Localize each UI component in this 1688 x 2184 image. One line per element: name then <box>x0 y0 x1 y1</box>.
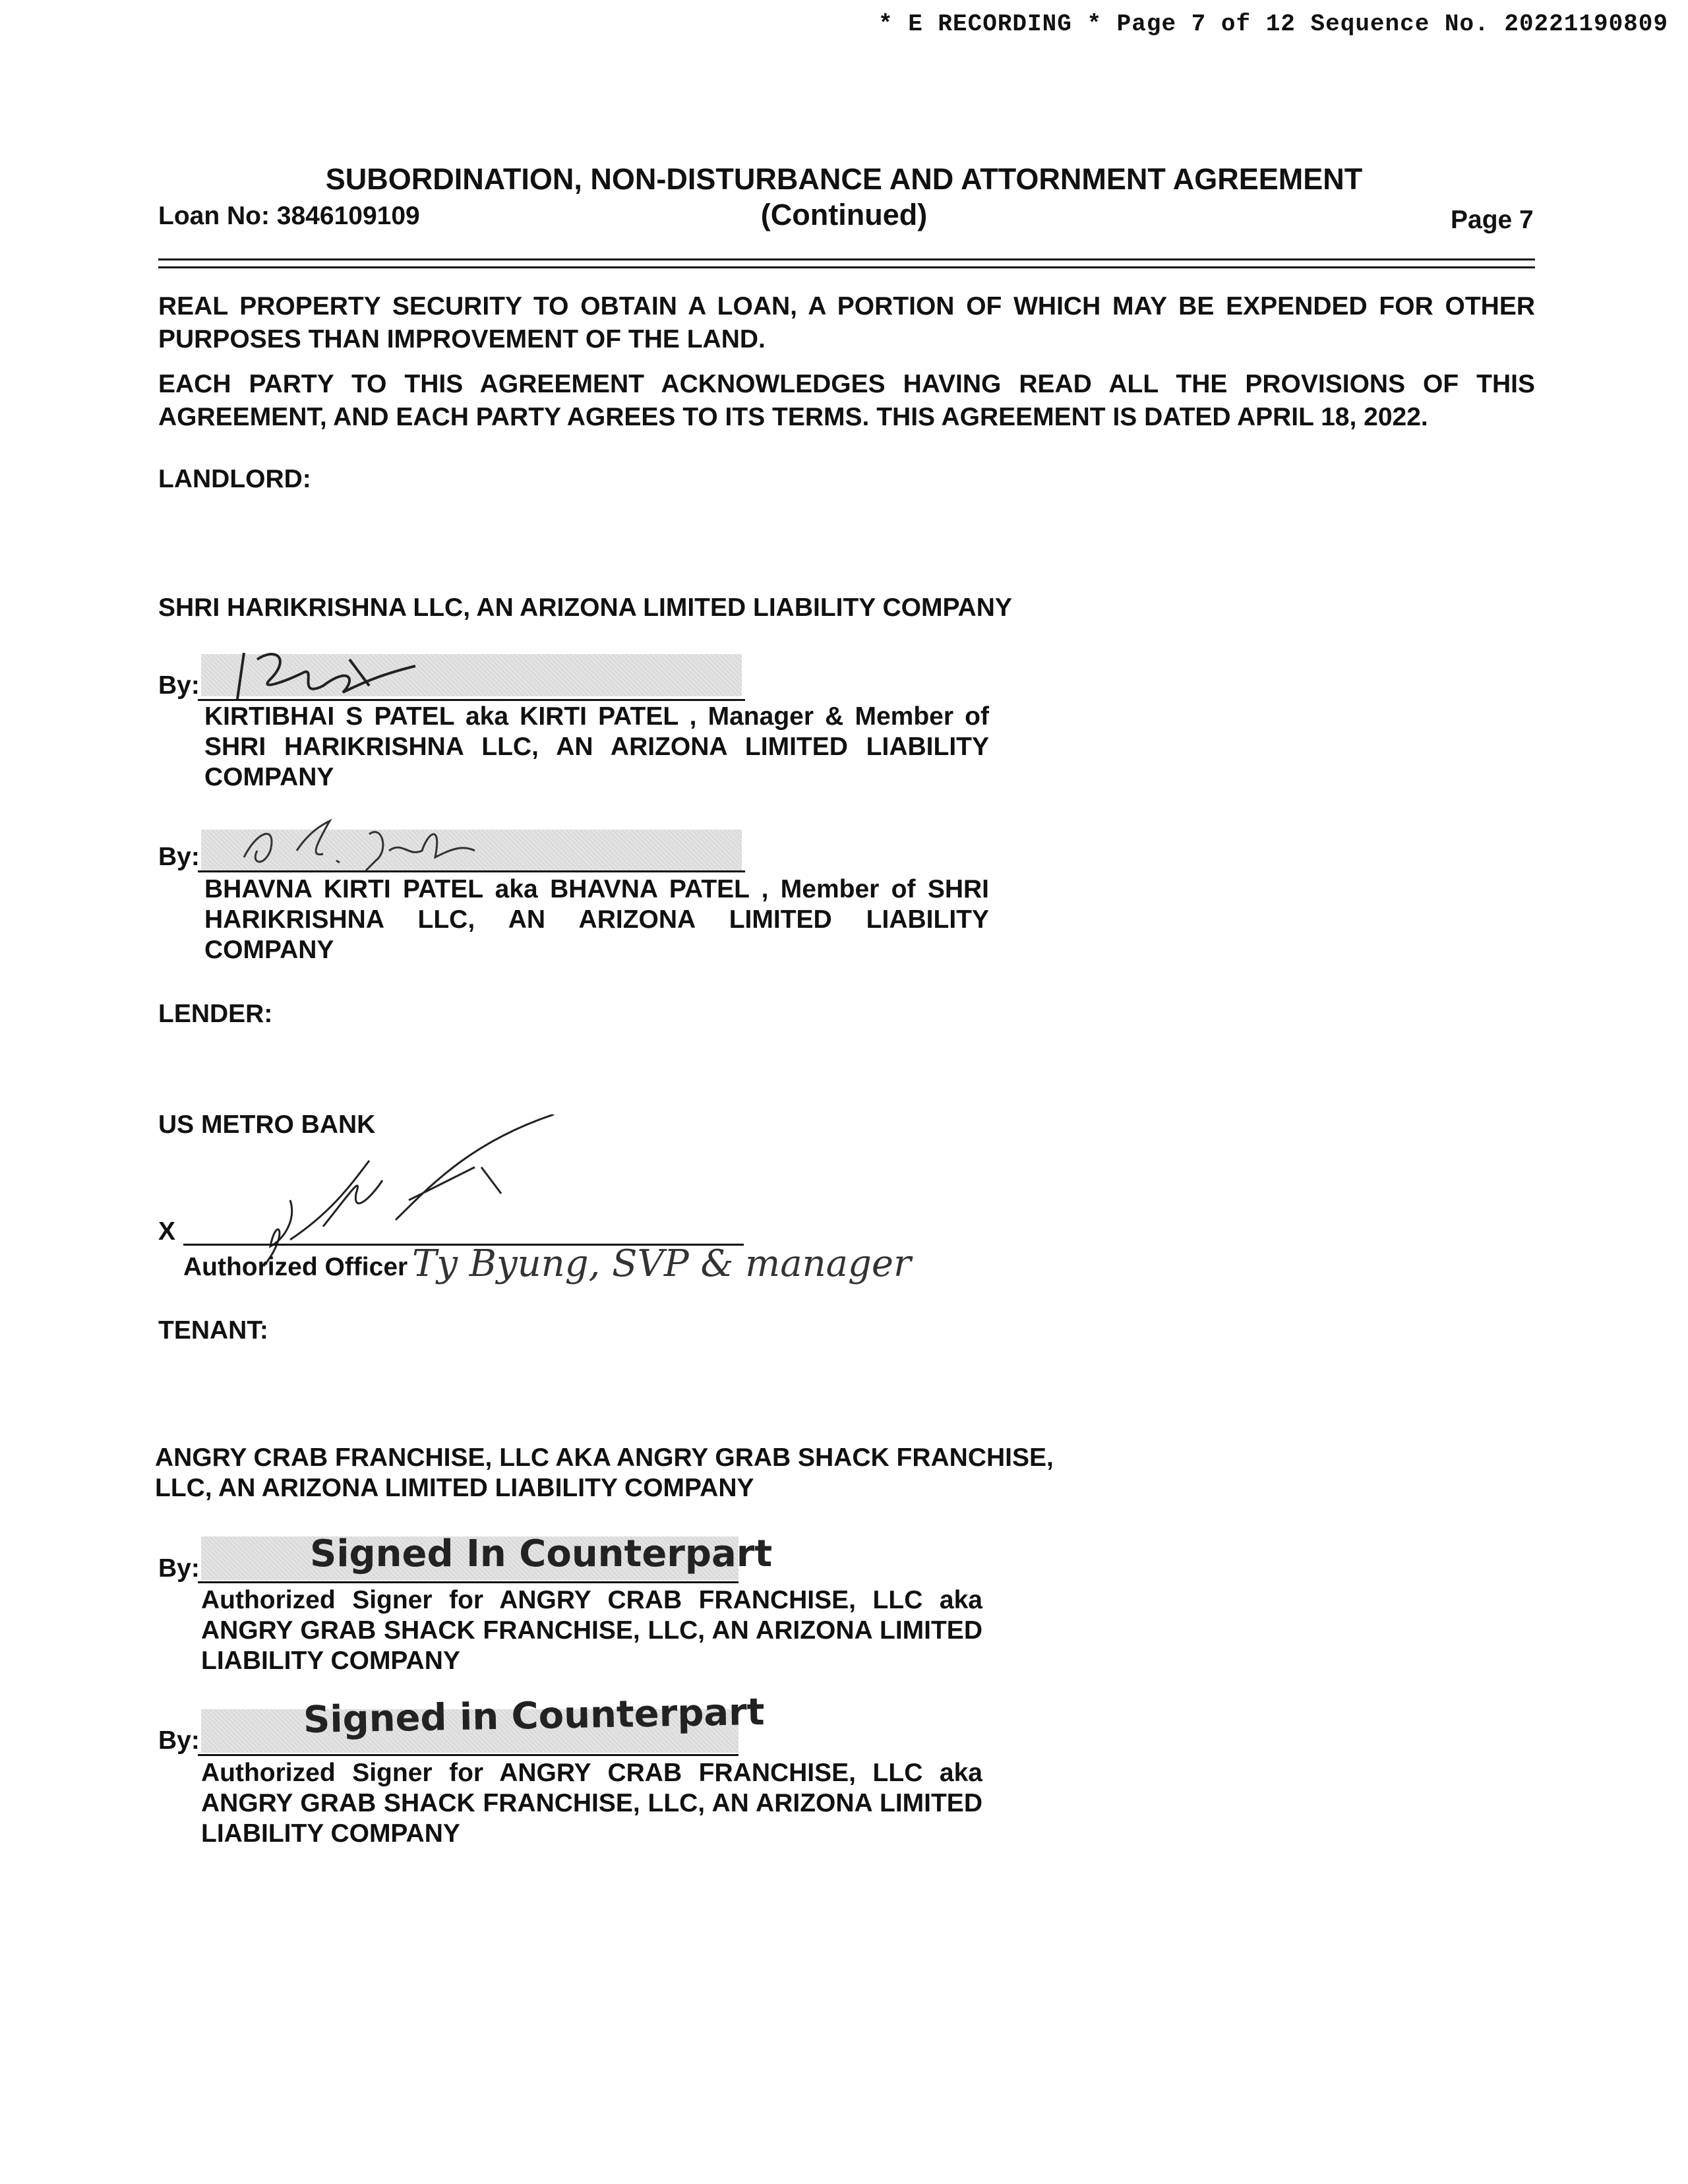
tenant-signer-2: Authorized Signer for ANGRY CRAB FRANCHISE, LLC aka ANGRY GRAB SHACK FRANCHISE, LLC, AN ARIZONA LIMITED LIABILITY COMPANY <box>201 1759 982 1848</box>
landlord-signer-1: KIRTIBHAI S PATEL aka KIRTI PATEL , Manager & Member of SHRI HARIKRISHNA LLC, AN ARIZONA LIMITED LIABILITY COMPANY <box>204 702 989 791</box>
counterpart-stamp-2: Signed in Counterpart <box>303 1690 766 1742</box>
landlord-company: SHRI HARIKRISHNA LLC, AN ARIZONA LIMITED LIABILITY COMPANY <box>158 593 1012 622</box>
lender-x-label: X <box>158 1217 176 1246</box>
signature-line <box>198 699 745 701</box>
tenant-company: ANGRY CRAB FRANCHISE, LLC AKA ANGRY GRAB SHACK FRANCHISE, LLC, AN ARIZONA LIMITED LIABILITY COMPANY <box>155 1443 1054 1502</box>
officer-handwritten-name: Ty Byung, SVP & manager <box>412 1242 911 1285</box>
header-rule-top <box>158 258 1535 260</box>
header-rule-bottom <box>158 266 1535 268</box>
loan-number: Loan No: 3846109109 <box>158 202 420 230</box>
landlord-by-label-2: By: <box>158 843 200 871</box>
tenant-heading: TENANT: <box>158 1316 268 1345</box>
counterpart-stamp-1: Signed In Counterpart <box>310 1532 773 1575</box>
recording-stamp: * E RECORDING * Page 7 of 12 Sequence No. 20221190809 <box>878 11 1668 38</box>
lender-heading: LENDER: <box>158 1000 273 1028</box>
signature-line <box>198 1581 738 1583</box>
tenant-by-label-2: By: <box>158 1726 200 1755</box>
tenant-signer-1: Authorized Signer for ANGRY CRAB FRANCHISE, LLC aka ANGRY GRAB SHACK FRANCHISE, LLC, AN ARIZONA LIMITED LIABILITY COMPANY <box>201 1586 982 1675</box>
signature-line <box>198 870 745 872</box>
paragraph-1: REAL PROPERTY SECURITY TO OBTAIN A LOAN, A PORTION OF WHICH MAY BE EXPENDED FOR OTHER PURPOSES THAN IMPROVEMENT OF THE LAND. <box>158 292 1535 353</box>
authorized-officer-label: Authorized Officer <box>183 1253 408 1281</box>
continued-label: (Continued) <box>760 198 928 231</box>
document-title: SUBORDINATION, NON-DISTURBANCE AND ATTORNMENT AGREEMENT <box>325 162 1363 196</box>
paragraph-2: EACH PARTY TO THIS AGREEMENT ACKNOWLEDGES HAVING READ ALL THE PROVISIONS OF THIS AGREEMENT, AND EACH PARTY AGREES TO ITS TERMS. THIS AGREEMENT IS DATED APRIL 18, 2022. <box>158 370 1535 431</box>
signature-kirtibhai-patel <box>218 640 455 706</box>
landlord-by-label-1: By: <box>158 671 200 700</box>
page-number: Page 7 <box>1451 206 1534 234</box>
landlord-heading: LANDLORD: <box>158 465 311 493</box>
signature-bhavna-patel <box>224 804 501 877</box>
signature-line <box>198 1754 738 1756</box>
landlord-signer-2: BHAVNA KIRTI PATEL aka BHAVNA PATEL , Member of SHRI HARIKRISHNA LLC, AN ARIZONA LIMITED LIABILITY COMPANY <box>204 875 989 964</box>
lender-company: US METRO BANK <box>158 1110 376 1139</box>
tenant-by-label-1: By: <box>158 1554 200 1583</box>
